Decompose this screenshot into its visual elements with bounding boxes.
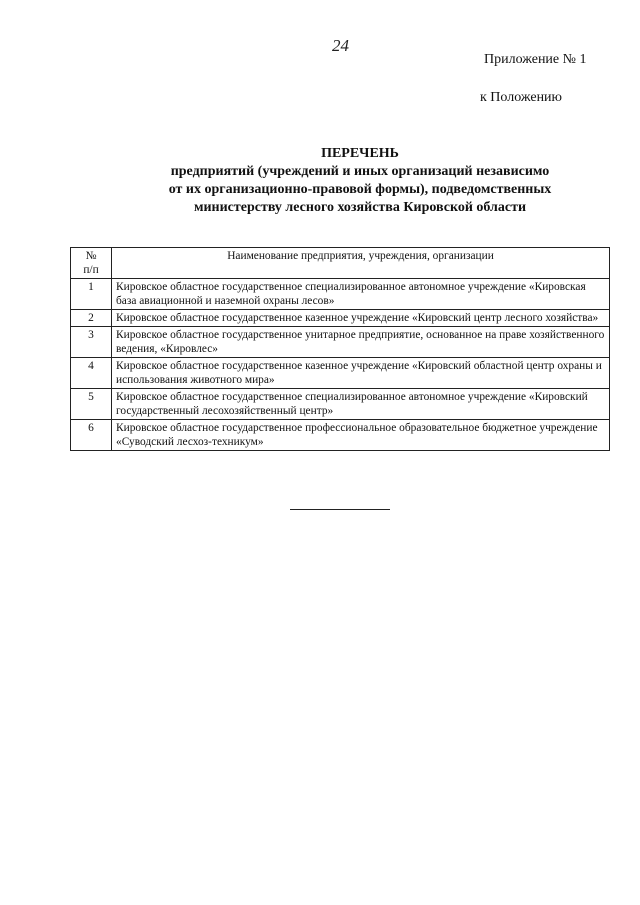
- end-divider: [290, 509, 390, 510]
- table-row: [71, 358, 610, 389]
- row-name: Кировское областное государственное казенное учреждение «Кировский областной центр охраны и использования животного мира»: [112, 358, 610, 389]
- row-name: Кировское областное государственное специализированное автономное учреждение «Кировский государственный лесохозяйственный центр»: [112, 389, 610, 420]
- appendix-label: Приложение № 1: [484, 52, 587, 67]
- row-number: 2: [71, 310, 112, 327]
- regulation-label: к Положению: [480, 90, 563, 105]
- page-number: 24: [332, 36, 349, 55]
- document-heading: [100, 145, 620, 217]
- row-name: Кировское областное государственное унитарное предприятие, основанное на праве хозяйственного ведения, «Кировлес»: [112, 327, 610, 358]
- table-row: [71, 327, 610, 358]
- row-number: 1: [71, 279, 112, 310]
- heading-line: министерству лесного хозяйства Кировской области: [193, 200, 527, 215]
- table-header-row: [71, 248, 610, 279]
- heading-line: предприятий (учреждений и иных организаций независимо: [170, 164, 550, 179]
- column-header-number: [71, 248, 112, 279]
- table-row: [71, 420, 610, 451]
- row-number: 3: [71, 327, 112, 358]
- row-name: Кировское областное государственное казенное учреждение «Кировский центр лесного хозяйства»: [112, 310, 610, 327]
- column-header-number-line: п/п: [83, 264, 99, 276]
- heading-title: ПЕРЕЧЕНЬ: [321, 146, 399, 161]
- heading-line: от их организационно-правовой формы), подведомственных: [168, 182, 552, 197]
- row-number: 6: [71, 420, 112, 451]
- row-name: Кировское областное государственное профессиональное образовательное бюджетное учреждение «Суводский лесхоз-техникум»: [112, 420, 610, 451]
- table-row: [71, 279, 610, 310]
- row-name: Кировское областное государственное специализированное автономное учреждение «Кировская база авиационной и наземной охраны лесов»: [112, 279, 610, 310]
- row-number: 5: [71, 389, 112, 420]
- column-header-number-line: №: [85, 250, 97, 262]
- row-number: 4: [71, 358, 112, 389]
- table-row: [71, 310, 610, 327]
- organizations-table: [70, 247, 610, 451]
- table-row: [71, 389, 610, 420]
- column-header-name: Наименование предприятия, учреждения, организации: [112, 248, 610, 279]
